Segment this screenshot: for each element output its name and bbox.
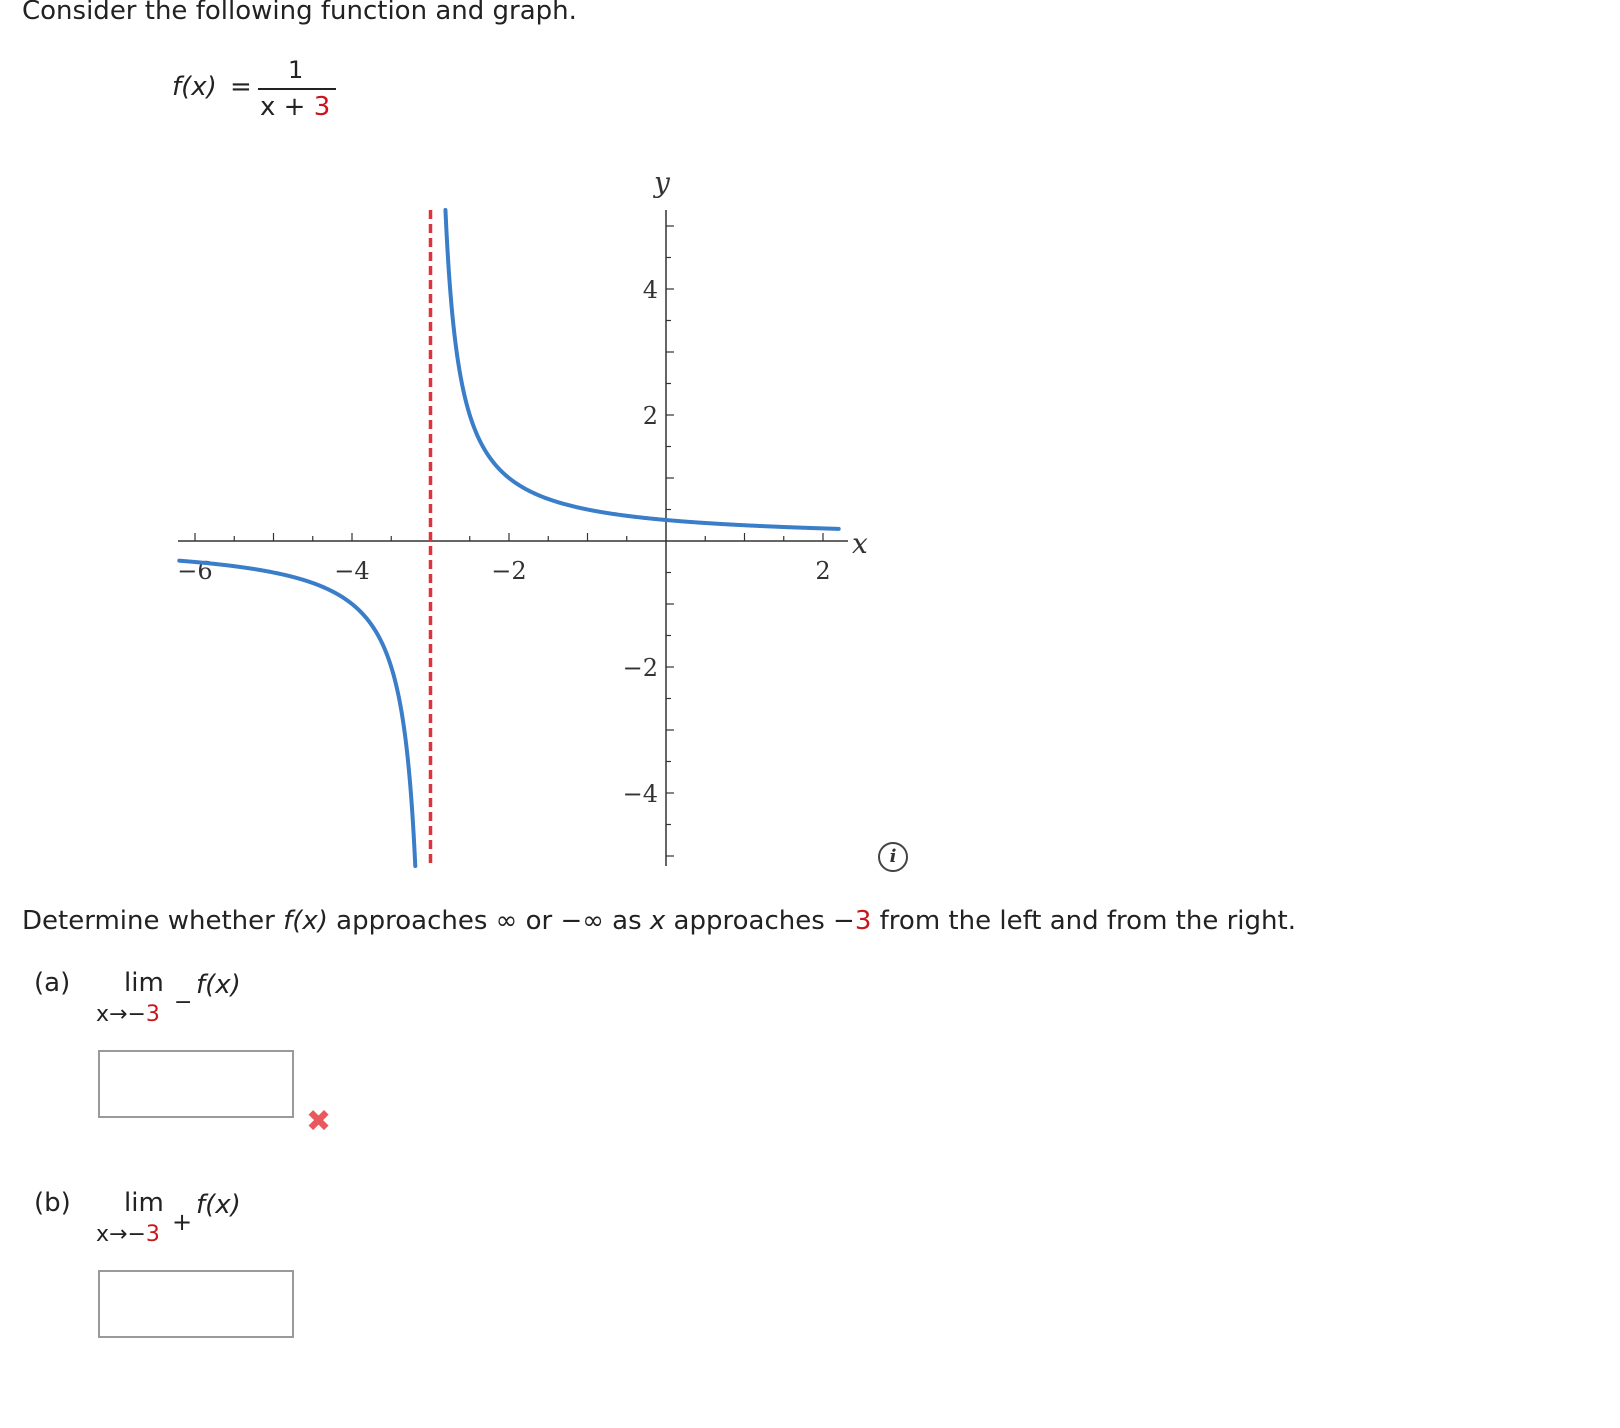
part-b-side: + (172, 1208, 193, 1236)
x-tick-label: 2 (815, 557, 831, 585)
y-tick-label: 2 (642, 402, 658, 430)
part-b-label: (b) (34, 1188, 71, 1218)
question-part: from the left and from the right. (871, 906, 1296, 936)
part-a-answer-input[interactable] (98, 1050, 294, 1118)
x-axis-label: x (852, 527, 868, 560)
part-a-function: f(x) (196, 970, 241, 1000)
curve-right-branch (445, 210, 838, 529)
axes (178, 210, 848, 866)
part-a-approach-value: 3 (145, 1002, 160, 1027)
part-b-function: f(x) (196, 1190, 241, 1220)
x-tick-label: −2 (491, 557, 527, 585)
question-part: approaches ∞ or −∞ as (327, 906, 650, 936)
fraction-numerator: 1 (288, 56, 304, 84)
y-axis-label: y (654, 166, 670, 199)
incorrect-mark-icon: ✖ (306, 1104, 332, 1139)
curve-left-branch (179, 561, 415, 866)
info-icon-glyph: i (889, 846, 897, 867)
part-b-approach: x→− (96, 1222, 146, 1247)
intro-text: Consider the following function and graph. (22, 0, 577, 26)
question-variable: x (649, 906, 666, 936)
x-tick-label: −4 (334, 557, 370, 585)
x-tick-label: −6 (177, 557, 213, 585)
question-text (22, 906, 1296, 936)
question-value: 3 (854, 906, 872, 936)
part-a-subscript (96, 1002, 160, 1027)
part-b-answer-input[interactable] (98, 1270, 294, 1338)
function-lhs: f(x) (172, 72, 217, 102)
part-b-lim: lim (124, 1188, 164, 1218)
part-a-lim: lim (124, 968, 164, 998)
part-b-subscript (96, 1222, 160, 1247)
part-b-approach-value: 3 (145, 1222, 160, 1247)
denominator-constant: 3 (313, 92, 331, 122)
part-a-approach: x→− (96, 1002, 146, 1027)
question-part: Determine whether (22, 906, 284, 936)
part-a-side: − (174, 990, 193, 1015)
denominator-variable: x + (260, 92, 314, 122)
y-tick-label: −4 (622, 780, 658, 808)
part-a-label: (a) (34, 968, 71, 998)
question-part: approaches − (665, 906, 855, 936)
info-icon[interactable] (878, 842, 908, 872)
y-tick-label: 4 (642, 276, 658, 304)
y-tick-label: −2 (622, 654, 658, 682)
equals-sign: = (230, 72, 252, 102)
question-function: f(x) (283, 906, 328, 936)
